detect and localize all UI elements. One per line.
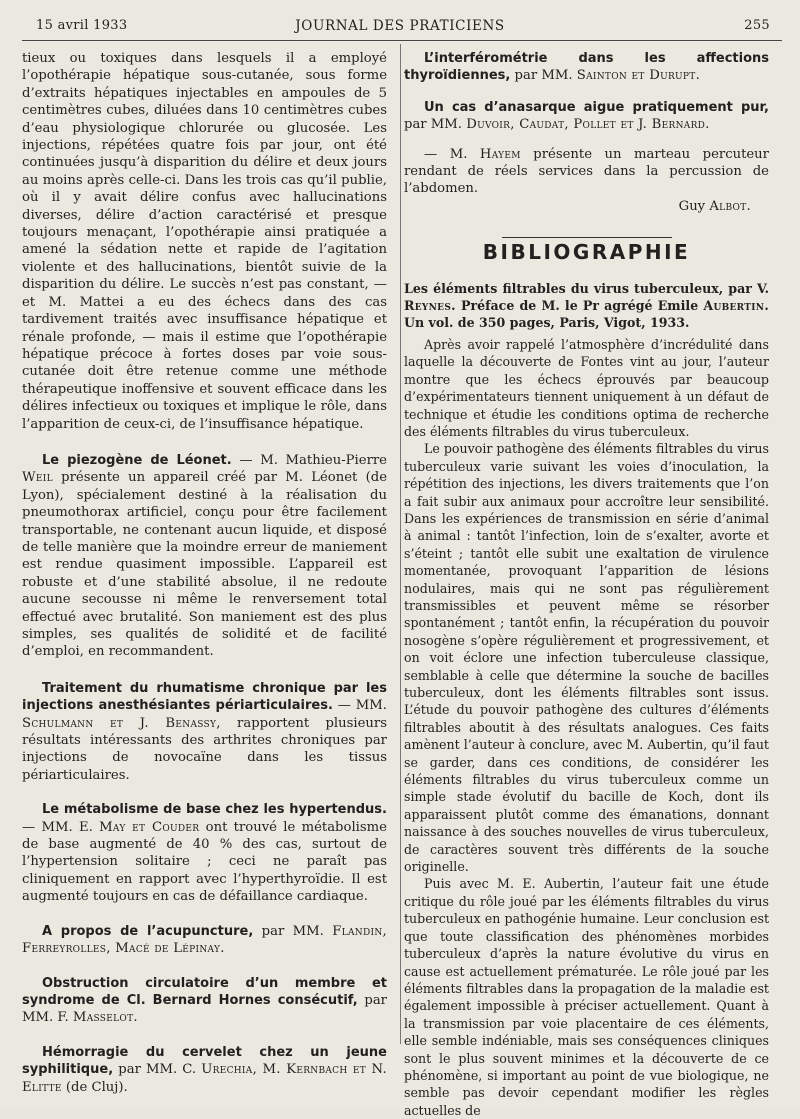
header-journal-title: JOURNAL DES PRATICIENS: [295, 18, 505, 34]
continued-paragraph: tieux ou toxiques dans lesquels il a employé l’opothérapie hépatique sous-cutanée, sous forme d’extraits hépatiques injectables en ampoules de 5 centimètres cubes, diluées dans 10 centimètres cubes d’eau physiologique chlorurée ou glucosée. Les injections, répétées quatre fois par jour, ont été continuées jusqu’à disparition du délire et deux jours au moins après celle-ci. Dans les trois cas qu’il publie, où il y avait délire confus avec hallucinations diverses, délire d’action caractérisé et presque toujours menaçant, l’opothérapie ainsi pratiquée a amené la sédation nette et rapide de l’agitation violente et des hallucinations, bientôt suivie de la disparition du délire. Le succès n’est pas constant, — et M. Mattei a eu des échecs dans des cas tardivement traités avec insuffisance hépatique et rénale profonde, — mais il estime que l’opothérapie hépatique précoce à fortes doses par voie sous-cutanée doit être retenue comme une méthode thérapeutique inoffensive et souvent efficace dans les délires infectieux ou toxiques et implique le rôle, dans l’apparition de ceux-ci, de l’insuffisance hépatique.: [22, 51, 387, 432]
author-name: Flandin, Ferreyrolles, Macé de Lépinay.: [22, 923, 387, 957]
header-page-number: 255: [744, 18, 770, 33]
column-divider: [400, 44, 401, 1044]
article-obstruction: Obstruction circulatoire d’un membre et syndrome de Cl. Bernard Hornes consécutif, par MM. F. Masselot.: [22, 975, 387, 1026]
book-reference: Les éléments filtrables du virus tuberculeux, par V. Reynes. Préface de M. le Pr agrégé Emile Aubertin. Un vol. de 350 pages, Paris, Vigot, 1933.: [404, 280, 770, 331]
author-name: Schulmann et J. Benassy,: [22, 715, 221, 731]
review-paragraph-1: Après avoir rappelé l’atmosphère d’incrédulité dans laquelle la découverte de Fontes vint au jour, l’auteur montre que les échecs éprouvés par beaucoup d’expérimentateurs tiennent uniquement à un défaut de technique et étudie les conditions optima de recherche des éléments filtrables du virus tuberculeux.: [404, 336, 769, 439]
signature: Guy Albot.: [678, 198, 751, 214]
article-title: Obstruction circulatoire d’un membre et syndrome de Cl. Bernard Hornes consécutif,: [22, 975, 387, 1008]
header-rule: [22, 40, 782, 41]
article-interferometrie: L’interférométrie dans les affections thyroïdiennes, par MM. Sainton et Durupt.: [404, 51, 769, 84]
author-name: Masselot.: [72, 1010, 138, 1026]
author-name: Hayem: [479, 146, 521, 162]
article-piezogene: Le piezogène de Léonet. — M. Mathieu-Pierre Weil présente un appareil créé par M. Léonet (de Lyon), spécialement destiné à la réalisation du pneumothorax artificiel, conçu pour être facilement transportable, ne contenant aucun liquide, et disposé de telle manière que la moindre erreur de maniement est rendue quasiment impossible. L’appareil est robuste et d’une stabilité absolue, il ne redoute aucune secousse ni même le renversement total effectué avec brutalité. Son maniement est des plus simples, ses qualités de solidité et de facilité d’emploi, en recommandent.: [22, 452, 387, 660]
book-title: Les éléments filtrables du virus tuberculeux,: [404, 280, 724, 296]
article-title: Un cas d’anasarque aigue pratiquement pur,: [424, 99, 769, 115]
book-author: Reynes.: [404, 298, 456, 314]
book-details: Un vol. de 350 pages, Paris, Vigot, 1933.: [404, 315, 690, 331]
article-title: A propos de l’acupuncture,: [42, 923, 254, 939]
article-title: Le métabolisme de base chez les hypertendus.: [42, 802, 387, 818]
article-metabolisme: Le métabolisme de base chez les hypertendus. — MM. E. May et Couder ont trouvé le métabolisme de base augmenté de 40 % des cas, surtout de l’hypertension solitaire ; ceci ne paraît pas cliniquement en rapport avec l’hyperthyroïdie. Il est augmenté toujours en cas de défaillance cardiaque.: [22, 802, 387, 905]
article-rhumatisme: Traitement du rhumatisme chronique par les injections anesthésiantes périarticulaires. — MM. Schulmann et J. Benassy, rapportent plusieurs résultats intéressants des arthrites chroniques par injections de novocaïne dans les tissus périarticulaires.: [22, 680, 387, 783]
article-title: Traitement du rhumatisme chronique par les injections anesthésiantes périarticulaires.: [22, 680, 387, 714]
article-title: Hémorragie du cervelet chez un jeune syphilitique,: [22, 1044, 387, 1078]
article-title: L’interférométrie dans les affections thyroïdiennes,: [404, 51, 769, 84]
preface-author: Aubertin.: [703, 298, 770, 314]
article-anasarque: Un cas d’anasarque aigue pratiquement pur, par MM. Duvoir, Caudat, Pollet et J. Bernard.: [404, 99, 769, 133]
article-acupuncture: A propos de l’acupuncture, par MM. Flandin, Ferreyrolles, Macé de Lépinay.: [22, 923, 387, 957]
review-paragraph-2: Le pouvoir pathogène des éléments filtrables du virus tuberculeux varie suivant les voies d’inoculation, la répétition des injections, les divers traitements que l’on a fait subir aux animaux pour accroître leur sensibilité. Dans les expériences de transmission en série d’animal à animal : tantôt l’infection, loin de s’exalter, avorte et s’éteint ; tantôt elle subit une exaltation de virulence momentanée, provoquant l’apparition de lésions nodulaires, mais qui ne sont pas régulièrement transmissibles et peuvent même se résorber spontanément ; tantôt enfin, la récupération du pouvoir nosogène s’opère régulièrement et progressivement, et on voit éclore une infection tuberculeuse classique, semblable à celle que détermine la souche de bacilles tuberculeux, dont les éléments filtrables sont issus. L’étude du pouvoir pathogène des cultures d’éléments filtrables aboutit à des résultats analogues. Ces faits amènent l’auteur à conclure, avec M. Aubertin, qu’il faut se garder, dans ces conditions, de considérer les éléments filtrables du virus tuberculeux comme un simple stade évolutif du bacille de Koch, dont ils apparaissent plutôt comme des émanations, donnant naissance à des souches nouvelles de virus tuberculeux, de caractères souvent très différents de la souche originelle.: [404, 441, 769, 875]
author-name: Sainton et Durupt.: [576, 68, 701, 84]
article-title: Le piezogène de Léonet.: [42, 452, 232, 468]
section-rule: [502, 237, 672, 238]
article-hayem: — M. Hayem présente un marteau percuteur rendant de réels services dans la percussion de l’abdomen.: [404, 146, 769, 197]
right-column: [404, 50, 769, 1119]
review-paragraph-3: Puis avec M. E. Aubertin, l’auteur fait une étude critique du rôle joué par les éléments filtrables du virus tuberculeux en pathogénie humaine. Leur conclusion est que toute classification des phénomènes morbides tuberculeux d’après la nature évolutive du virus en cause est actuellement prématurée. Le rôle joué par les éléments filtrables dans la propagation de la maladie est également impossible à préciser actuellement. Quant à la transmission par voie placentaire de ces éléments, elle semble indéniable, mais ses conséquences cliniques sont le plus souvent minimes et la découverte de ce phénomène, si important au point de vue biologique, ne semble pas devoir cependant modifier les règles actuelles de: [404, 876, 769, 1118]
author-name: May et Couder: [99, 819, 200, 835]
left-column: [22, 50, 387, 1096]
author-name: Urechia, M. Kernbach et N. Elitte: [22, 1062, 387, 1095]
article-hemorragie: Hémorragie du cervelet chez un jeune syphilitique, par MM. C. Urechia, M. Kernbach et N. Elitte (de Cluj).: [22, 1044, 387, 1095]
running-header: [0, 18, 800, 38]
author-name: Duvoir, Caudat, Pollet et J. Bernard.: [466, 117, 710, 133]
section-heading-bibliographie: BIBLIOGRAPHIE: [482, 240, 691, 265]
header-date: 15 avril 1933: [36, 18, 128, 33]
author-name: Weil: [22, 470, 53, 486]
